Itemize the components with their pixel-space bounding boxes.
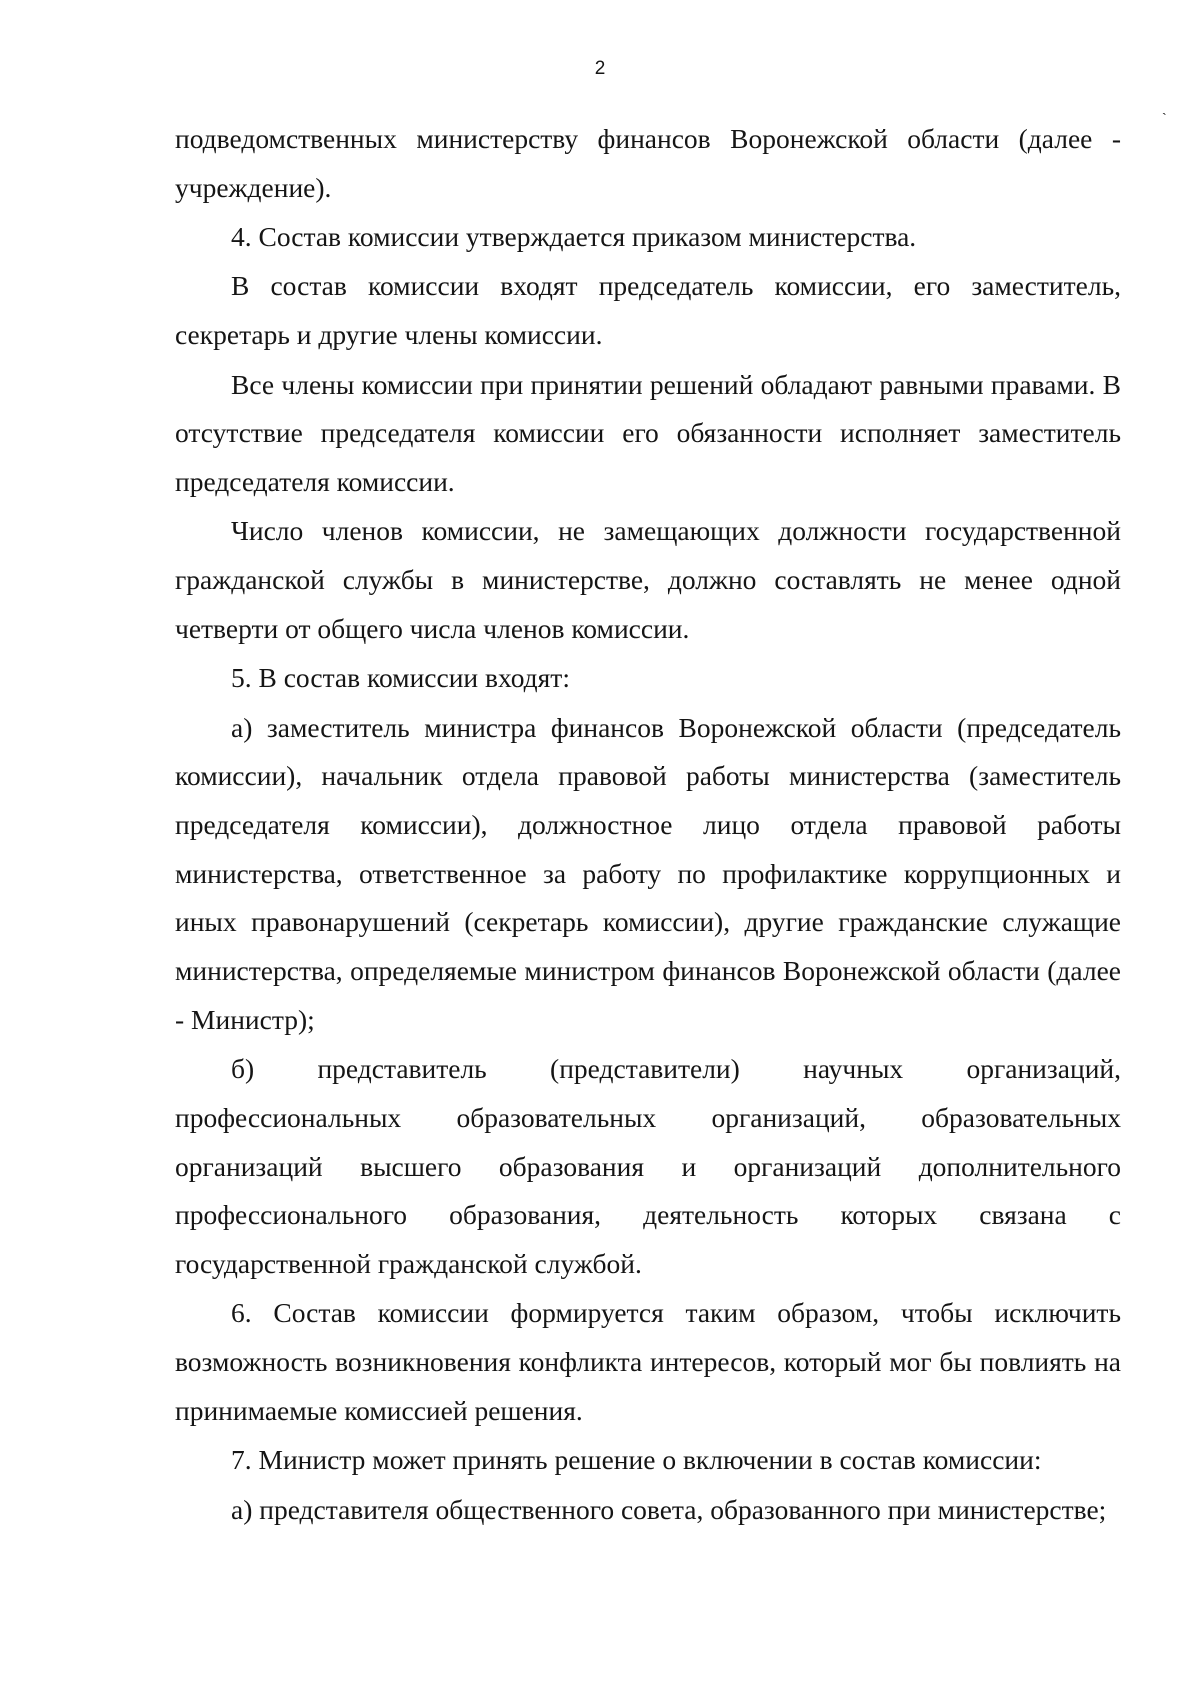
paragraph-item-7a: а) представителя общественного совета, образованного при министерстве;	[231, 1493, 1107, 1525]
paragraph-item-5b: б) представитель (представители) научных организаций, профессиональных образовательных организаций, образовательных организаций высшего образования и организаций дополнительного профессионального образования, деятельность которых связана с государственной гражданской службой.	[175, 1053, 1121, 1279]
paragraph-item-6: 6. Состав комиссии формируется таким образом, чтобы исключить возможность возникновения конфликта интересов, который мог бы повлиять на принимаемые комиссией решения.	[175, 1297, 1121, 1426]
paragraph-item-5: 5. В состав комиссии входят:	[231, 662, 570, 694]
paragraph-item-4: 4. Состав комиссии утверждается приказом министерства.	[231, 221, 917, 253]
document-body	[175, 115, 1121, 1534]
scan-speck-mark: ˏ	[1162, 101, 1167, 116]
paragraph-member-count: Число членов комиссии, не замещающих должности государственной гражданской службы в министерстве, должно составлять не менее одной четверти от общего числа членов комиссии.	[175, 515, 1121, 644]
paragraph-composition: В состав комиссии входят председатель комиссии, его заместитель, секретарь и другие члены комиссии.	[175, 270, 1121, 351]
paragraph-item-5a: а) заместитель министра финансов Воронежской области (председатель комиссии), начальник отдела правовой работы министерства (заместитель председателя комиссии), должностное лицо отдела правовой работы министерства, ответственное за работу по профилактике коррупционных и иных правонарушений (секретарь комиссии), другие гражданские служащие министерства, определяемые министром финансов Воронежской области (далее - Министр);	[175, 711, 1121, 1035]
paragraph-continuation: подведомственных министерству финансов Воронежской области (далее - учреждение).	[175, 123, 1121, 203]
paragraph-equal-rights: Все члены комиссии при принятии решений обладают равными правами. В отсутствие председателя комиссии его обязанности исполняет заместитель председателя комиссии.	[175, 368, 1121, 497]
paragraph-item-7: 7. Министр может принять решение о включении в состав комиссии:	[231, 1444, 1042, 1476]
page-number: 2	[594, 58, 606, 79]
